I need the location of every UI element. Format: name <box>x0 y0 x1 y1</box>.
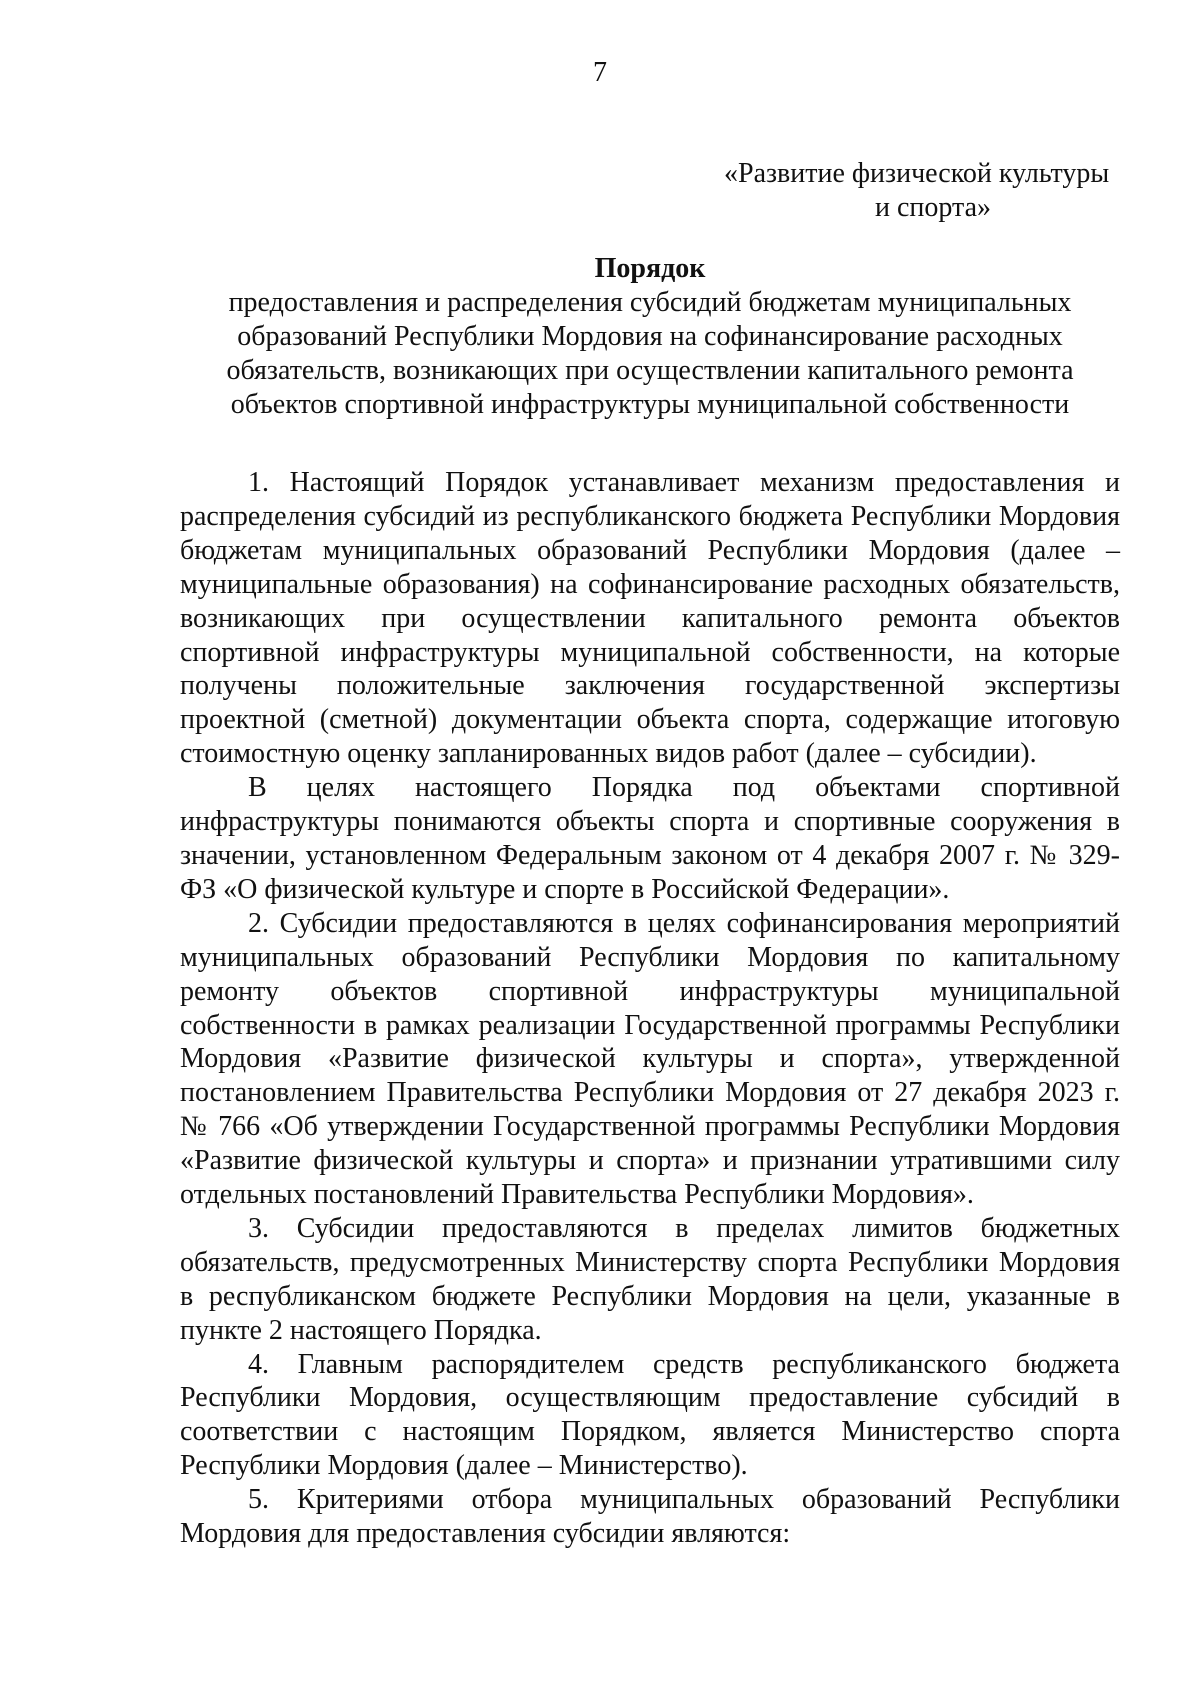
paragraph-4: 4. Главным распорядителем средств республиканского бюджета Республики Мордовия, осуществляющим предоставление субсидий в соответствии с настоящим Порядком, является Министерство спорта Республики Мордовия (далее – Министерство). <box>180 1348 1120 1482</box>
program-reference-line-2: и спорта» <box>875 192 992 223</box>
page-number: 7 <box>593 57 607 88</box>
paragraph-3: 3. Субсидии предоставляются в пределах лимитов бюджетных обязательств, предусмотренных Министерству спорта Республики Мордовия в республиканском бюджете Республики Мордовия на цели, указанные в пункте 2 настоящего Порядка. <box>180 1212 1120 1346</box>
document-body <box>180 466 1120 1551</box>
paragraph-2: 2. Субсидии предоставляются в целях софинансирования мероприятий муниципальных образований Республики Мордовия по капитальному ремонту объектов спортивной инфраструктуры муниципальной собственности в рамках реализации Государственной программы Республики Мордовия «Развитие физической культуры и спорта», утвержденной постановлением Правительства Республики Мордовия от 27 декабря 2023 г. № 766 «Об утверждении Государственной программы Республики Мордовия «Развитие физической культуры и спорта» и признании утратившими силу отдельных постановлений Правительства Республики Мордовия». <box>180 907 1120 1211</box>
document-title: Порядок <box>594 253 706 284</box>
program-reference-line-1: «Развитие физической культуры <box>724 158 1110 189</box>
document-subtitle: предоставления и распределения субсидий бюджетам муниципальных образований Республики Мордовия на софинансирование расходных обязательств, возникающих при осуществлении капитального ремонта объектов спортивной инфраструктуры муниципальной собственности <box>226 287 1074 420</box>
paragraph-definition: В целях настоящего Порядка под объектами спортивной инфраструктуры понимаются объекты спорта и спортивные сооружения в значении, установленном Федеральным законом от 4 декабря 2007 г. № 329-ФЗ «О физической культуре и спорте в Российской Федерации». <box>180 772 1120 905</box>
paragraph-1: 1. Настоящий Порядок устанавливает механизм предоставления и распределения субсидий из республиканского бюджета Республики Мордовия бюджетам муниципальных образований Республики Мордовия (далее – муниципальные образования) на софинансирование расходных обязательств, возникающих при осуществлении капитального ремонта объектов спортивной инфраструктуры муниципальной собственности, на которые получены положительные заключения государственной экспертизы проектной (сметной) документации объекта спорта, содержащие итоговую стоимостную оценку запланированных видов работ (далее – субсидии). <box>180 467 1120 770</box>
program-reference <box>600 157 1200 225</box>
document-title-block <box>180 252 1120 422</box>
paragraph-5: 5. Критериями отбора муниципальных образований Республики Мордовия для предоставления субсидии являются: <box>180 1484 1120 1550</box>
